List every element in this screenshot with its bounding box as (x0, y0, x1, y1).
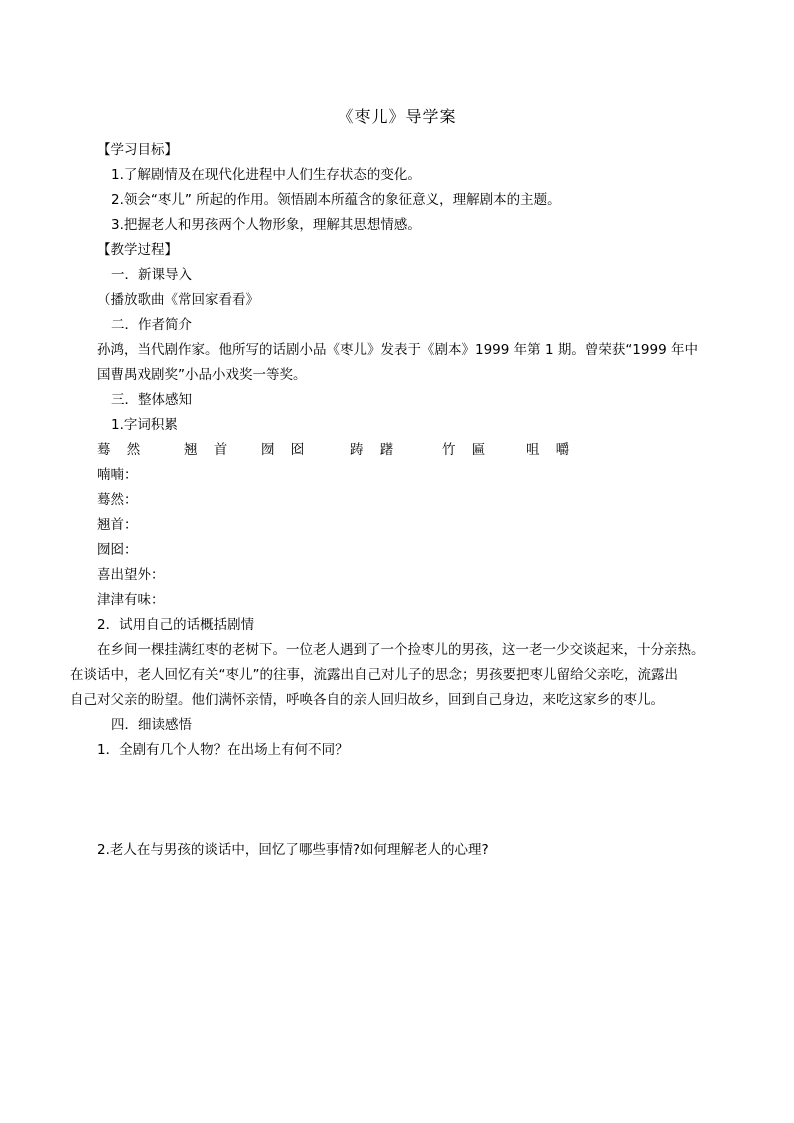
vocab-word: 咀 嚼 (526, 442, 576, 458)
definition-line: 喜出望外： (97, 567, 165, 583)
definition-line: 津津有味： (97, 592, 165, 608)
vocab-word: 蓦 然 (97, 442, 147, 458)
definition-line: 喃喃： (97, 467, 138, 483)
objectives-header: 【学习目标】 (97, 142, 178, 158)
vocab-word: 竹 匾 (442, 442, 492, 458)
vocab-word: 翘 首 (184, 442, 234, 458)
definition-line: 囫囵： (97, 542, 138, 558)
section-heading: 四．细读感悟 (111, 717, 192, 733)
section-heading: 二．作者简介 (111, 317, 192, 333)
subsection-heading: 2．试用自己的话概括剧情 (97, 617, 255, 633)
paragraph: （播放歌曲《常回家看看》 (97, 292, 259, 308)
paragraph: 自己对父亲的盼望。他们满怀亲情，呼唤各自的亲人回归故乡，回到自己身边，来吃这家乡的枣儿。 (70, 692, 664, 708)
section-heading: 一．新课导入 (111, 267, 192, 283)
objective-item: 2.领会“枣儿” 所起的作用。领悟剧本所蕴含的象征意义，理解剧本的主题。 (111, 192, 561, 208)
paragraph: 在乡间一棵挂满红枣的老树下。一位老人遇到了一个捡枣儿的男孩，这一老一少交谈起来，十分亲热。 (97, 642, 705, 658)
objective-item: 1.了解剧情及在现代化进程中人们生存状态的变化。 (111, 167, 421, 183)
paragraph: 在谈话中，老人回忆有关“枣儿”的往事，流露出自己对儿子的思念；男孩要把枣儿留给父亲吃，流露出 (70, 667, 678, 683)
vocab-word: 踌 躇 (350, 442, 400, 458)
paragraph: 孙鸿，当代剧作家。他所写的话剧小品《枣儿》发表于《剧本》1999 年第 1 期。曾荣获“1999 年中 (97, 342, 698, 358)
vocab-word: 囫 囵 (261, 442, 311, 458)
vocab-row (97, 440, 617, 460)
paragraph: 国曹禺戏剧奖”小品小戏奖一等奖。 (97, 367, 307, 383)
definition-line: 翘首： (97, 517, 138, 533)
subsection-heading: 1.字词积累 (111, 417, 178, 433)
objective-item: 3.把握老人和男孩两个人物形象，理解其思想情感。 (111, 217, 421, 233)
question: 1．全剧有几个人物？在出场上有何不同？ (97, 742, 349, 758)
section-heading: 三．整体感知 (111, 392, 192, 408)
document-title: 《枣儿》导学案 (337, 107, 457, 126)
definition-line: 蓦然： (97, 492, 138, 508)
question: 2.老人在与男孩的谈话中，回忆了哪些事情?如何理解老人的心理? (97, 842, 489, 858)
process-header: 【教学过程】 (97, 242, 178, 258)
